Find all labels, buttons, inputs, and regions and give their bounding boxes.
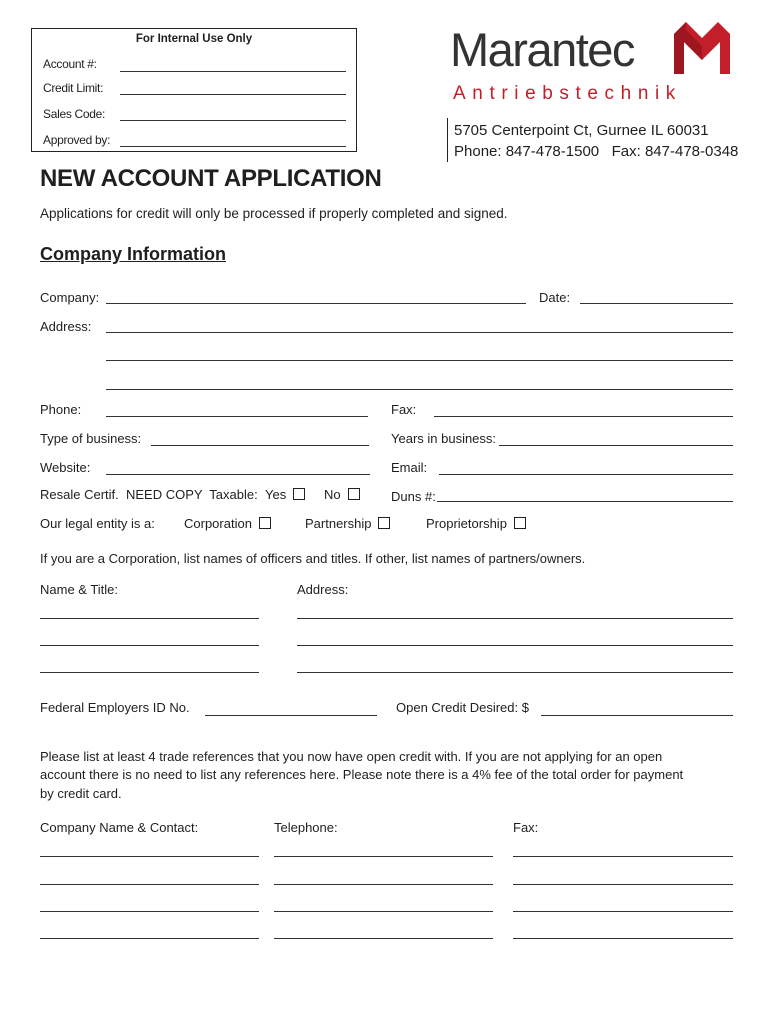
reference-fax-field-1[interactable] [513,856,733,857]
date-field[interactable] [580,303,733,304]
date-label: Date: [539,290,571,305]
internal-use-box [31,28,357,152]
reference-fax-field-3[interactable] [513,911,733,912]
officer-address-field-1[interactable] [297,618,733,619]
fax-field[interactable] [434,416,733,417]
approved-by-field[interactable] [120,146,346,147]
officers-instruction: If you are a Corporation, list names of officers and titles. If other, list names of partners/owners. [40,551,586,566]
reference-company-field-3[interactable] [40,911,259,912]
email-label: Email: [391,460,428,475]
reference-company-field-1[interactable] [40,856,259,857]
intro-text: Applications for credit will only be processed if properly completed and signed. [40,206,508,221]
taxable-yes-checkbox[interactable] [293,488,305,500]
website-field[interactable] [106,474,370,475]
credit-limit-field[interactable] [120,94,346,95]
reference-telephone-field-3[interactable] [274,911,493,912]
page-title: NEW ACCOUNT APPLICATION [40,165,382,192]
reference-fax-field-4[interactable] [513,938,733,939]
corporation-option[interactable] [184,516,271,532]
partnership-checkbox[interactable] [378,517,390,529]
account-number-field[interactable] [120,71,346,72]
officer-name-field-3[interactable] [40,672,259,673]
partnership-label: Partnership [305,516,372,531]
phone-field[interactable] [106,416,368,417]
open-credit-field[interactable] [541,715,733,716]
reference-telephone-label: Telephone: [274,820,338,835]
address-field-line-3[interactable] [106,389,733,390]
taxable-no-label: No [324,487,341,502]
corporation-checkbox[interactable] [259,517,271,529]
duns-label: Duns #: [391,489,436,504]
reference-company-contact-label: Company Name & Contact: [40,820,199,835]
sales-code-field[interactable] [120,120,346,121]
company-logo-name: Marantec [450,23,634,76]
reference-telephone-field-1[interactable] [274,856,493,857]
reference-telephone-field-4[interactable] [274,938,493,939]
type-of-business-label: Type of business: [40,431,142,446]
approved-by-label: Approved by: [43,133,111,147]
address-field-line-2[interactable] [106,360,733,361]
resale-certificate-label: Resale Certif. NEED COPY Taxable: [40,487,258,502]
officer-address-label: Address: [297,582,349,597]
credit-limit-label: Credit Limit: [43,81,104,95]
open-credit-label: Open Credit Desired: $ [396,700,529,715]
duns-field[interactable] [437,501,733,502]
proprietorship-option[interactable] [426,516,526,532]
address-divider [447,118,448,162]
reference-company-field-4[interactable] [40,938,259,939]
address-field-line-1[interactable] [106,332,733,333]
fax-label: Fax: [391,402,417,417]
references-instruction-line-3: by credit card. [40,786,122,801]
section-heading-company-info: Company Information [40,244,227,264]
website-label: Website: [40,460,91,475]
company-address: 5705 Centerpoint Ct, Gurnee IL 60031 [454,122,709,139]
officer-address-field-2[interactable] [297,645,733,646]
partnership-option[interactable] [305,516,390,532]
references-instruction-line-2: account there is no need to list any references here. Please note there is a 4% fee of the total order for payment [40,767,684,782]
address-label: Address: [40,319,92,334]
federal-id-label: Federal Employers ID No. [40,700,190,715]
reference-telephone-field-2[interactable] [274,884,493,885]
company-logo-subtitle: Antriebstechnik [453,83,682,104]
officer-name-field-1[interactable] [40,618,259,619]
legal-entity-label: Our legal entity is a: [40,516,155,531]
type-of-business-field[interactable] [151,445,369,446]
proprietorship-label: Proprietorship [426,516,507,531]
years-in-business-label: Years in business: [391,431,497,446]
years-in-business-field[interactable] [499,445,733,446]
company-label: Company: [40,290,100,305]
officer-name-title-label: Name & Title: [40,582,119,597]
reference-fax-label: Fax: [513,820,539,835]
corporation-label: Corporation [184,516,252,531]
sales-code-label: Sales Code: [43,107,106,121]
taxable-no-checkbox[interactable] [348,488,360,500]
internal-use-title: For Internal Use Only [135,33,253,45]
reference-fax-field-2[interactable] [513,884,733,885]
officer-address-field-3[interactable] [297,672,733,673]
officer-name-field-2[interactable] [40,645,259,646]
marantec-logo-icon [672,20,732,80]
email-field[interactable] [439,474,733,475]
company-field[interactable] [106,303,526,304]
account-number-label: Account #: [43,57,97,71]
taxable-no-option[interactable] [324,487,360,503]
proprietorship-checkbox[interactable] [514,517,526,529]
taxable-yes-option[interactable] [265,487,305,503]
references-instruction-line-1: Please list at least 4 trade references that you now have open credit with. If you are not applying for an open [40,749,663,764]
federal-id-field[interactable] [205,715,377,716]
phone-label: Phone: [40,402,82,417]
taxable-yes-label: Yes [265,487,287,502]
reference-company-field-2[interactable] [40,884,259,885]
company-phone-fax: Phone: 847-478-1500 Fax: 847-478-0348 [454,143,739,160]
